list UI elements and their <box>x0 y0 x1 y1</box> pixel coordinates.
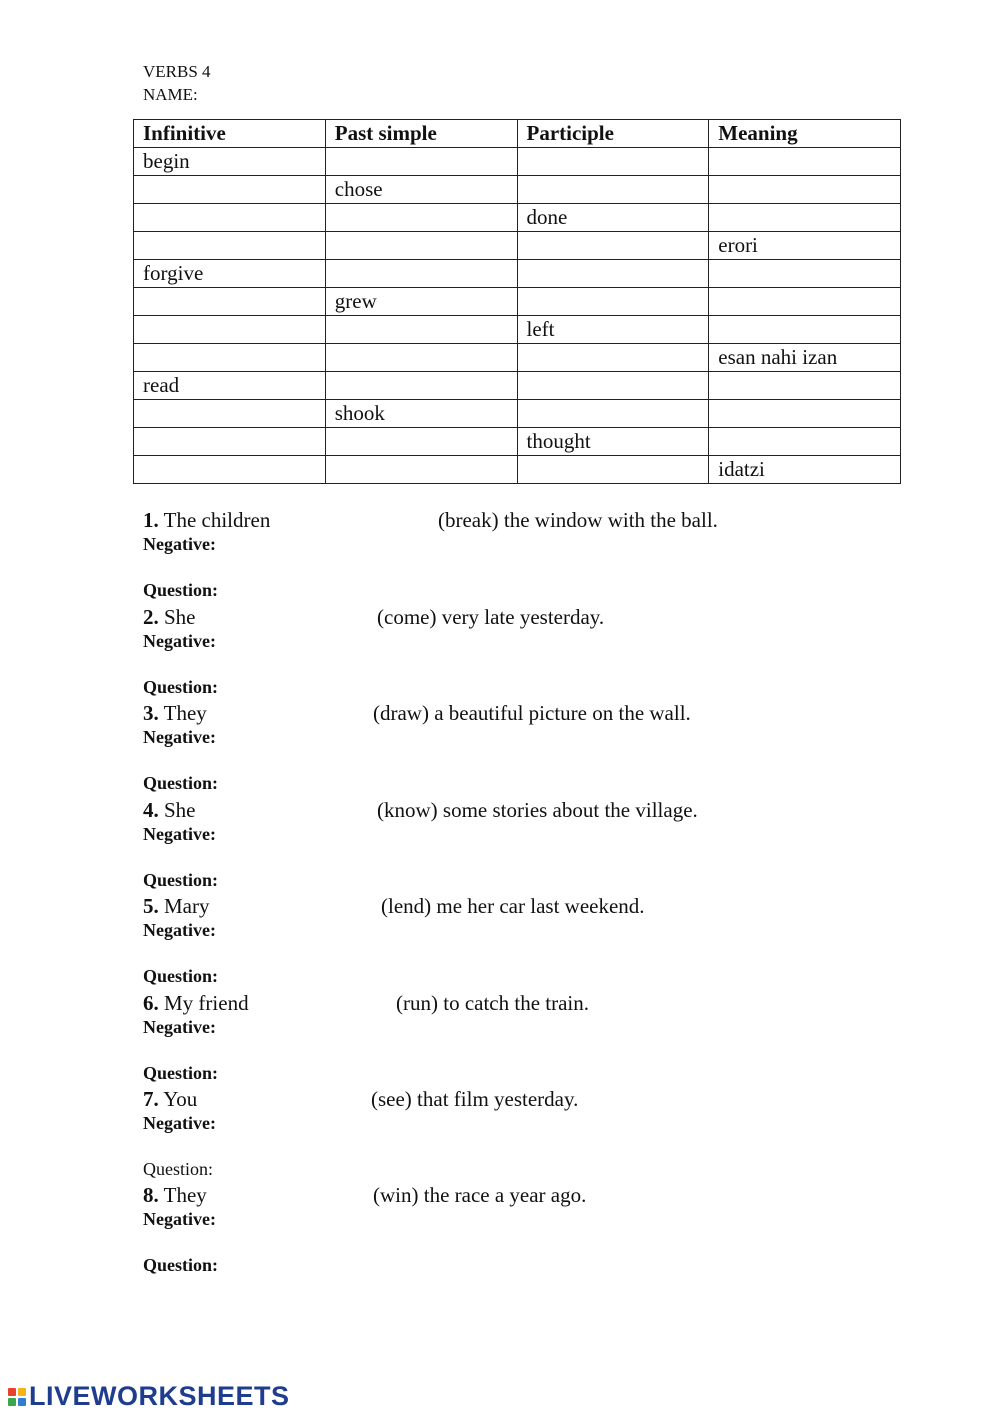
exercise-sentence <box>143 508 718 534</box>
answer-cell[interactable] <box>134 176 326 204</box>
answer-space[interactable] <box>143 944 218 966</box>
exercise-number: 3. <box>143 701 159 725</box>
table-row <box>134 232 901 260</box>
exercise-sentence <box>143 1183 587 1209</box>
answer-space[interactable] <box>143 655 218 677</box>
answer-space[interactable] <box>143 1137 216 1159</box>
answer-cell[interactable] <box>709 372 901 400</box>
answer-cell[interactable] <box>134 316 326 344</box>
answer-cell[interactable] <box>325 148 517 176</box>
answer-cell[interactable] <box>325 232 517 260</box>
negative-label: Negative: <box>143 534 216 554</box>
question-label: Question: <box>143 773 219 793</box>
negative-label: Negative: <box>143 920 216 940</box>
negative-label: Negative: <box>143 1209 216 1229</box>
table-row <box>134 204 901 232</box>
column-header: Meaning <box>709 120 901 148</box>
exercise-verb-prompt: (break) the window with the ball. <box>438 508 718 532</box>
table-row <box>134 400 901 428</box>
exercise-item <box>143 991 589 1087</box>
table-row <box>134 176 901 204</box>
column-header: Infinitive <box>134 120 326 148</box>
exercise-sentence <box>143 605 605 631</box>
table-row <box>134 260 901 288</box>
question-label: Question: <box>143 870 219 890</box>
answer-cell[interactable] <box>134 456 326 484</box>
name-label: NAME: <box>143 85 198 104</box>
answer-cell[interactable] <box>134 344 326 372</box>
verb-cell: idatzi <box>709 456 901 484</box>
column-header: Participle <box>517 120 709 148</box>
exercise-subject: My friend <box>164 991 249 1015</box>
exercise-item <box>143 798 698 894</box>
negative-label: Negative: <box>143 727 216 747</box>
exercise-number: 1. <box>143 508 159 532</box>
question-label: Question: <box>143 1255 219 1275</box>
table-row <box>134 372 901 400</box>
exercise-item <box>143 1183 587 1279</box>
worksheet-header <box>143 60 211 106</box>
table-row <box>134 316 901 344</box>
logo-square <box>18 1398 26 1406</box>
exercise-sentence <box>143 798 698 824</box>
verb-cell: chose <box>325 176 517 204</box>
exercise-number: 5. <box>143 894 159 918</box>
table-body <box>134 148 901 484</box>
verb-cell: left <box>517 316 709 344</box>
answer-cell[interactable] <box>709 176 901 204</box>
worksheet-title: VERBS 4 <box>143 62 211 81</box>
answer-cell[interactable] <box>325 456 517 484</box>
table-row <box>134 428 901 456</box>
logo-text: LIVEWORKSHEETS <box>29 1381 290 1411</box>
exercise-item <box>143 508 718 604</box>
exercise-subject: You <box>163 1087 198 1111</box>
exercise-number: 2. <box>143 605 159 629</box>
exercise-item <box>143 701 691 797</box>
exercise-verb-prompt: (come) very late yesterday. <box>377 605 605 629</box>
table-row <box>134 288 901 316</box>
answer-cell[interactable] <box>709 316 901 344</box>
answer-cell[interactable] <box>134 204 326 232</box>
answer-cell[interactable] <box>325 260 517 288</box>
answer-cell[interactable] <box>517 232 709 260</box>
answer-cell[interactable] <box>517 400 709 428</box>
answer-cell[interactable] <box>709 204 901 232</box>
verb-cell: shook <box>325 400 517 428</box>
verb-cell: thought <box>517 428 709 456</box>
answer-cell[interactable] <box>517 372 709 400</box>
column-header: Past simple <box>325 120 517 148</box>
exercise-verb-prompt: (draw) a beautiful picture on the wall. <box>373 701 691 725</box>
verb-cell: read <box>134 372 326 400</box>
exercise-sentence <box>143 894 645 920</box>
verbs-table <box>133 119 901 484</box>
answer-space[interactable] <box>143 1233 218 1255</box>
answer-cell[interactable] <box>134 232 326 260</box>
answer-cell[interactable] <box>325 372 517 400</box>
question-label: Question: <box>143 580 219 600</box>
answer-space[interactable] <box>143 848 218 870</box>
verb-cell: done <box>517 204 709 232</box>
exercise-number: 4. <box>143 798 159 822</box>
question-label: Question: <box>143 1159 213 1179</box>
exercise-subject: The children <box>163 508 271 532</box>
exercise-verb-prompt: (run) to catch the train. <box>396 991 589 1015</box>
exercise-verb-prompt: (know) some stories about the village. <box>377 798 698 822</box>
question-label: Question: <box>143 966 219 986</box>
exercise-verb-prompt: (lend) me her car last weekend. <box>381 894 645 918</box>
exercise-item <box>143 894 645 990</box>
verb-cell: begin <box>134 148 326 176</box>
verb-cell: esan nahi izan <box>709 344 901 372</box>
answer-cell[interactable] <box>709 428 901 456</box>
answer-space[interactable] <box>143 558 270 580</box>
answer-cell[interactable] <box>134 428 326 456</box>
negative-label: Negative: <box>143 1113 216 1133</box>
question-label: Question: <box>143 1063 219 1083</box>
answer-space[interactable] <box>143 1041 249 1063</box>
logo-square <box>8 1398 16 1406</box>
answer-cell[interactable] <box>325 428 517 456</box>
answer-cell[interactable] <box>325 204 517 232</box>
table-header-row <box>134 120 901 148</box>
answer-cell[interactable] <box>709 400 901 428</box>
exercise-subject: She <box>164 605 196 629</box>
negative-label: Negative: <box>143 631 216 651</box>
table-row <box>134 148 901 176</box>
answer-cell[interactable] <box>517 148 709 176</box>
question-label: Question: <box>143 677 219 697</box>
answer-cell[interactable] <box>325 316 517 344</box>
answer-cell[interactable] <box>134 400 326 428</box>
logo-square <box>8 1388 16 1396</box>
liveworksheets-logo <box>8 1381 290 1412</box>
exercise-verb-prompt: (see) that film yesterday. <box>371 1087 579 1111</box>
negative-label: Negative: <box>143 1017 216 1037</box>
exercise-number: 6. <box>143 991 159 1015</box>
negative-label: Negative: <box>143 824 216 844</box>
logo-icon <box>8 1388 26 1406</box>
answer-cell[interactable] <box>517 260 709 288</box>
exercise-number: 7. <box>143 1087 159 1111</box>
answer-cell[interactable] <box>709 288 901 316</box>
table-row <box>134 344 901 372</box>
exercise-sentence <box>143 1087 579 1113</box>
answer-cell[interactable] <box>709 148 901 176</box>
exercise-item <box>143 1087 579 1183</box>
answer-cell[interactable] <box>325 344 517 372</box>
exercise-subject: She <box>164 798 196 822</box>
answer-cell[interactable] <box>517 456 709 484</box>
exercise-sentence <box>143 701 691 727</box>
exercise-sentence <box>143 991 589 1017</box>
exercise-item <box>143 605 605 701</box>
answer-cell[interactable] <box>709 260 901 288</box>
verb-cell: forgive <box>134 260 326 288</box>
table-row <box>134 456 901 484</box>
answer-space[interactable] <box>143 751 218 773</box>
verb-cell: grew <box>325 288 517 316</box>
exercise-verb-prompt: (win) the race a year ago. <box>373 1183 587 1207</box>
exercise-number: 8. <box>143 1183 159 1207</box>
verb-cell: erori <box>709 232 901 260</box>
answer-cell[interactable] <box>134 288 326 316</box>
exercise-subject: They <box>163 701 207 725</box>
logo-square <box>18 1388 26 1396</box>
answer-cell[interactable] <box>517 288 709 316</box>
exercise-subject: They <box>163 1183 207 1207</box>
exercise-subject: Mary <box>164 894 210 918</box>
answer-cell[interactable] <box>517 176 709 204</box>
answer-cell[interactable] <box>517 344 709 372</box>
